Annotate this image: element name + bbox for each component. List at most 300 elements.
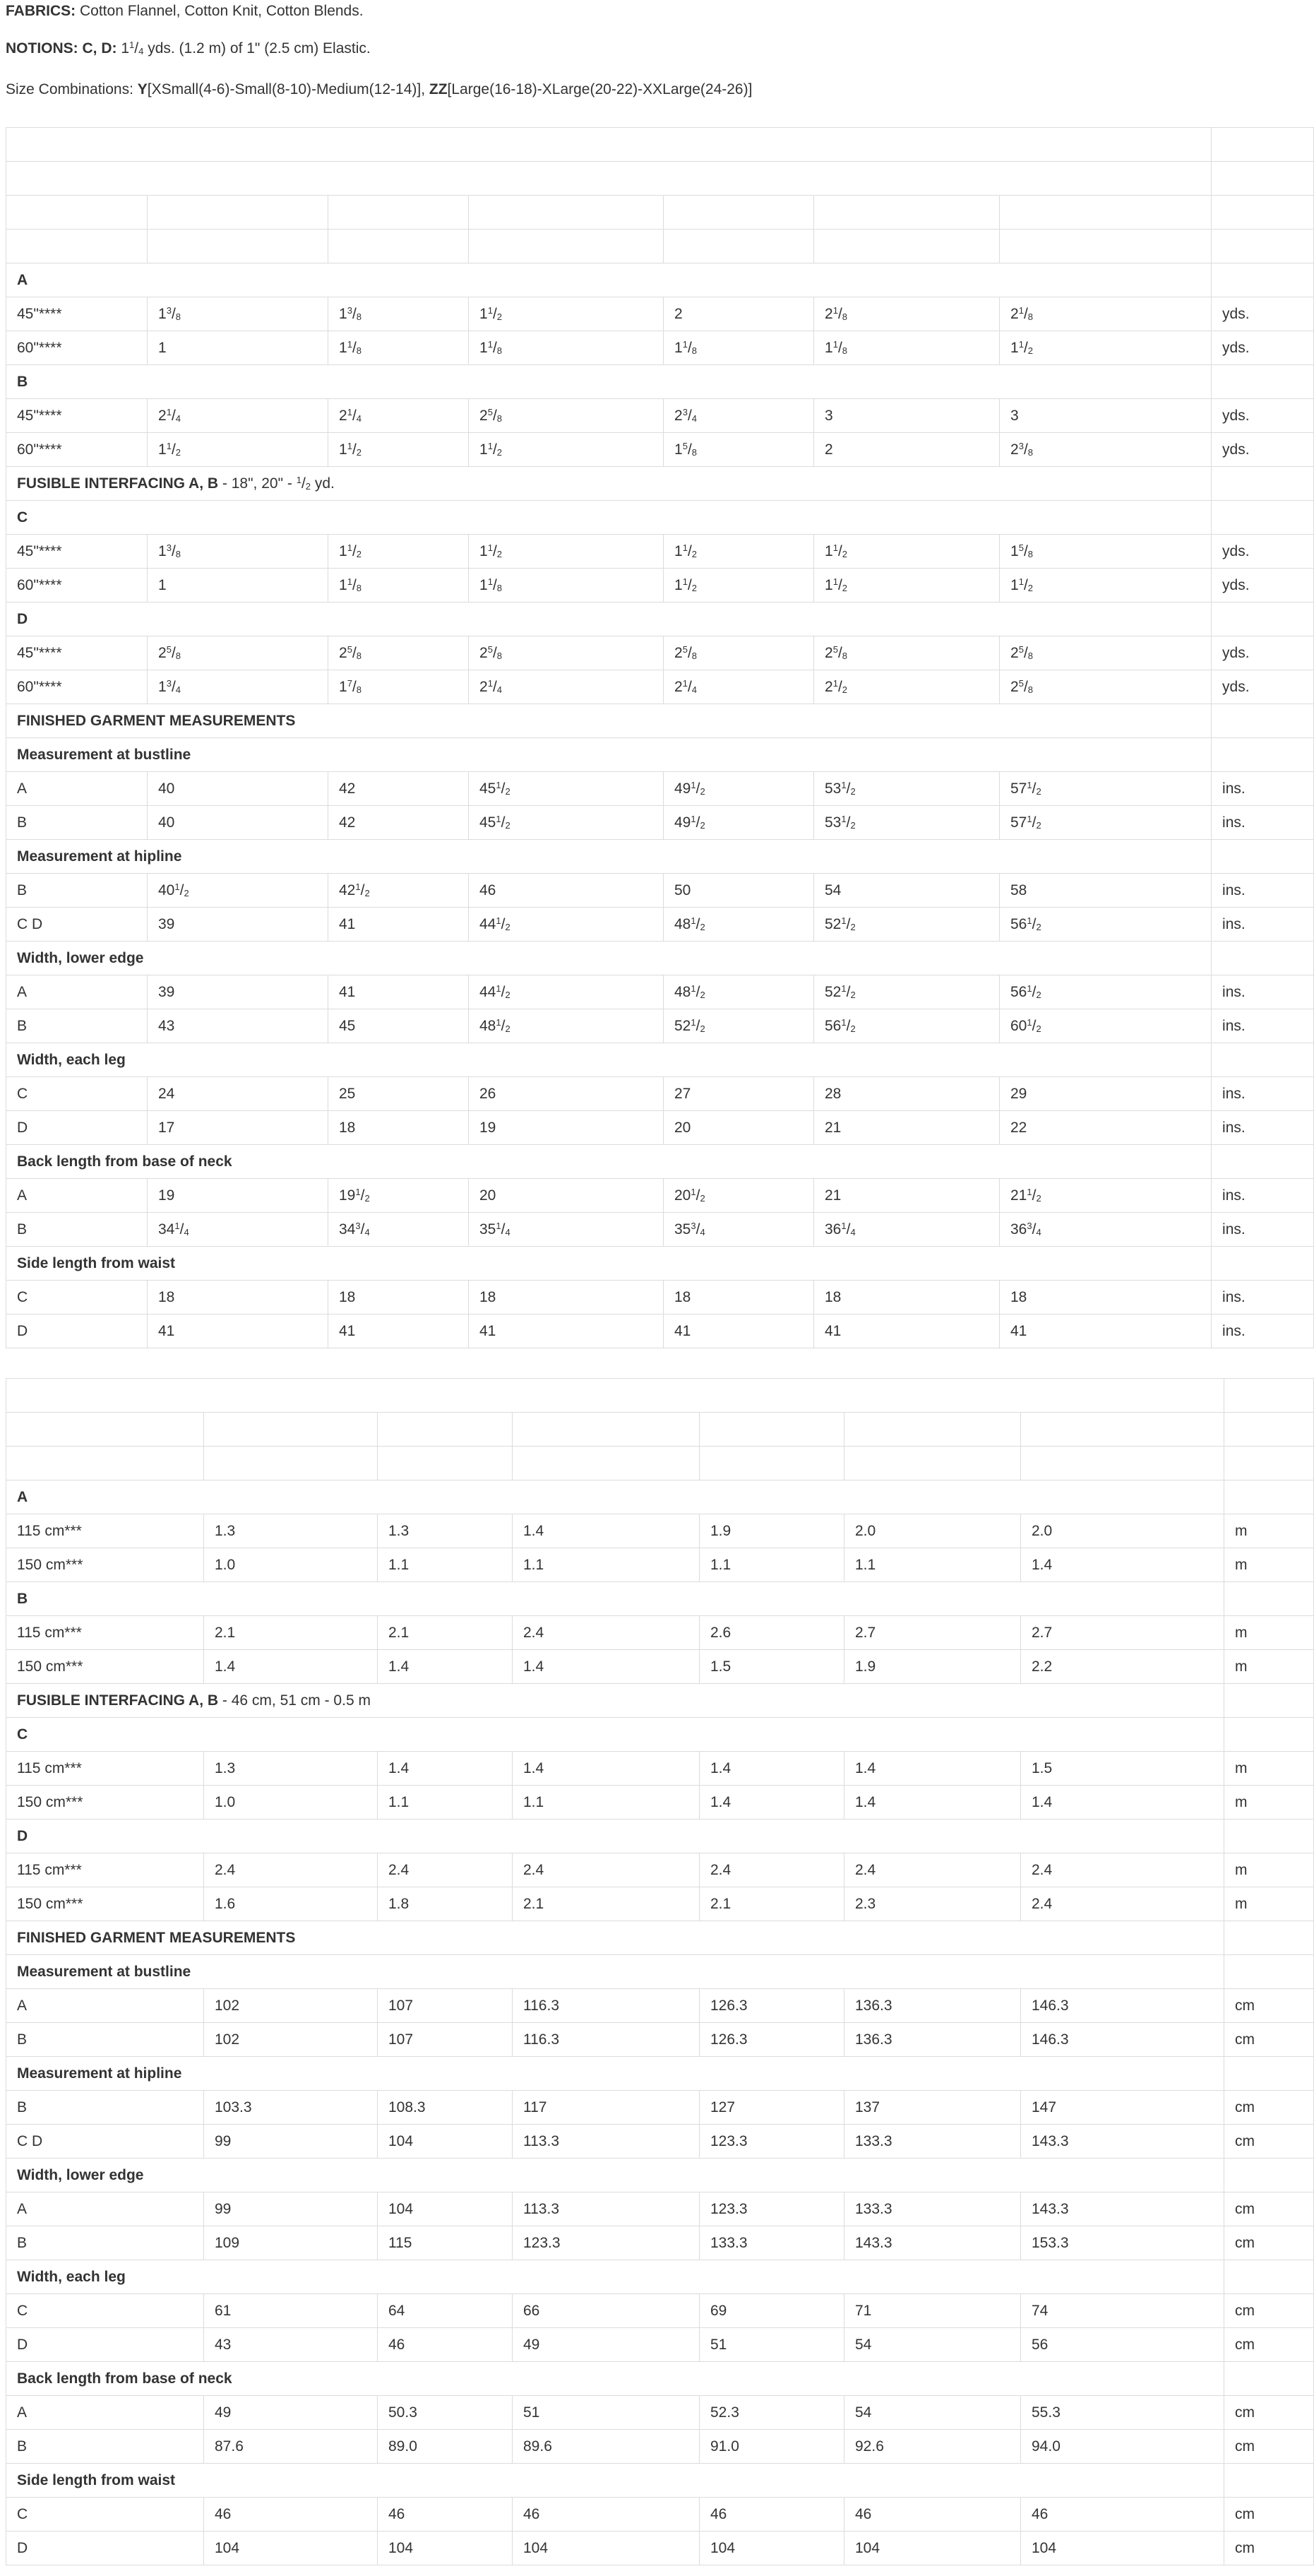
section-heading: Measurement at bustline: [6, 738, 1212, 772]
data-row: [6, 1786, 1314, 1820]
unit-cell: cm: [1224, 2192, 1314, 2226]
value-cell: 87.6: [204, 2430, 378, 2464]
value-cell: 1.1: [700, 1548, 844, 1582]
value-cell: 18: [664, 1281, 814, 1314]
row-label: 115 cm***: [6, 1853, 204, 1887]
row-label: B: [6, 2226, 204, 2260]
value-cell: 89.0: [378, 2430, 513, 2464]
size-range-cell: [1021, 1447, 1224, 1480]
data-row: [6, 1548, 1314, 1582]
unit-cell: ins.: [1212, 1179, 1314, 1213]
value-cell: 1.4: [204, 1650, 378, 1684]
value-cell: 2.2: [1021, 1650, 1224, 1684]
unit-cell: m: [1224, 1650, 1314, 1684]
value-cell: $40^1/_2$: [148, 874, 328, 908]
size-range-cell: [148, 230, 328, 263]
value-cell: 113.3: [513, 2192, 700, 2226]
empty-cell: [1212, 1043, 1314, 1077]
section-heading-row: [6, 942, 1314, 975]
data-row: [6, 2430, 1314, 2464]
section-heading: Side length from waist: [6, 1247, 1212, 1281]
value-cell: $20^1/_2$: [664, 1179, 814, 1213]
row-label: C D: [6, 2125, 204, 2159]
value-cell: $1^1/_8$: [814, 331, 1000, 365]
value-cell: 103.3: [204, 2091, 378, 2125]
value-cell: $1^1/_8$: [664, 331, 814, 365]
value-cell: 46: [204, 2498, 378, 2532]
value-cell: $48^1/_2$: [664, 975, 814, 1009]
value-cell: 20: [469, 1179, 664, 1213]
value-cell: 1.1: [513, 1786, 700, 1820]
value-cell: 54: [844, 2396, 1021, 2430]
size-name-cell: [700, 1413, 844, 1447]
unit-cell: cm: [1224, 2532, 1314, 2565]
value-cell: 1.9: [844, 1650, 1021, 1684]
value-cell: 71: [844, 2294, 1021, 2328]
value-cell: 29: [1000, 1077, 1212, 1111]
value-cell: $1^3/_8$: [148, 535, 328, 569]
empty-cell: [1224, 1480, 1314, 1514]
row-label: 60"****: [6, 331, 148, 365]
notions-numerator: 1: [129, 39, 135, 50]
unit-cell: cm: [1224, 2023, 1314, 2057]
row-label: A: [6, 1179, 148, 1213]
value-cell: 17: [148, 1111, 328, 1145]
data-row: [6, 1616, 1314, 1650]
fusible-label: FUSIBLE INTERFACING A, B: [17, 1692, 219, 1709]
value-cell: $57^1/_2$: [1000, 806, 1212, 840]
section-heading: Width, each leg: [6, 1043, 1212, 1077]
empty-cell: [1212, 1145, 1314, 1179]
value-cell: $2^1/_4$: [664, 670, 814, 704]
value-cell: 41: [328, 908, 469, 942]
value-cell: 1.3: [204, 1752, 378, 1786]
value-cell: 123.3: [513, 2226, 700, 2260]
value-cell: 143.3: [844, 2226, 1021, 2260]
value-cell: 1.5: [1021, 1752, 1224, 1786]
value-cell: 116.3: [513, 1989, 700, 2023]
value-cell: 136.3: [844, 2023, 1021, 2057]
value-cell: 49: [513, 2328, 700, 2362]
fusible-text: - 46 cm, 51 cm - 0.5 m: [218, 1692, 371, 1709]
value-cell: 2.4: [513, 1853, 700, 1887]
row-label: 150 cm***: [6, 1548, 204, 1582]
table-caption-row: [6, 162, 1314, 196]
unit-cell: ins.: [1212, 874, 1314, 908]
value-cell: 2.4: [700, 1853, 844, 1887]
value-cell: 116.3: [513, 2023, 700, 2057]
section-heading: FINISHED GARMENT MEASUREMENTS: [6, 1921, 1224, 1955]
row-label: 60"****: [6, 569, 148, 603]
unit-cell: m: [1224, 1548, 1314, 1582]
value-cell: 22: [1000, 1111, 1212, 1145]
notions-label: NOTIONS: C, D:: [6, 40, 117, 57]
value-cell: 108.3: [378, 2091, 513, 2125]
value-cell: 1.4: [513, 1752, 700, 1786]
table-caption-row: [6, 1379, 1314, 1413]
unit-cell: ins.: [1212, 1281, 1314, 1314]
value-cell: $42^1/_2$: [328, 874, 469, 908]
empty-cell: [1212, 128, 1314, 162]
size-name-cell: [204, 1413, 378, 1447]
value-cell: $45^1/_2$: [469, 806, 664, 840]
size-names-row: [6, 196, 1314, 230]
row-label: 60"****: [6, 670, 148, 704]
value-cell: $1^1/_2$: [469, 535, 664, 569]
value-cell: 54: [814, 874, 1000, 908]
value-cell: $1^1/_2$: [664, 569, 814, 603]
value-cell: 41: [1000, 1314, 1212, 1348]
value-cell: $2^5/_8$: [814, 636, 1000, 670]
value-cell: 56: [1021, 2328, 1224, 2362]
section-heading: A: [6, 1480, 1224, 1514]
value-cell: 113.3: [513, 2125, 700, 2159]
row-label: 60"****: [6, 433, 148, 467]
table-caption: [6, 162, 1212, 196]
value-cell: 102: [204, 2023, 378, 2057]
section-heading-row: [6, 1582, 1314, 1616]
section-heading-row: [6, 2057, 1314, 2091]
fusible-text: - 18", 20" - $^1/_2$ yd.: [218, 474, 335, 492]
value-cell: 43: [204, 2328, 378, 2362]
size-ranges-row: [6, 1447, 1314, 1480]
value-cell: $48^1/_2$: [469, 1009, 664, 1043]
section-heading-row: [6, 501, 1314, 535]
value-cell: 146.3: [1021, 1989, 1224, 2023]
notions-text: yds. (1.2 m) of 1" (2.5 cm) Elastic.: [143, 40, 371, 57]
section-heading: Side length from waist: [6, 2464, 1224, 2498]
empty-cell: [1224, 1684, 1314, 1718]
size-name-cell: [1021, 1413, 1224, 1447]
row-label: B: [6, 874, 148, 908]
data-row: [6, 1179, 1314, 1213]
value-cell: 51: [700, 2328, 844, 2362]
data-row: [6, 2091, 1314, 2125]
value-cell: 46: [1021, 2498, 1224, 2532]
value-cell: 28: [814, 1077, 1000, 1111]
value-cell: 104: [204, 2532, 378, 2565]
empty-cell: [1212, 162, 1314, 196]
size-range-cell: [328, 230, 469, 263]
value-cell: 1: [148, 569, 328, 603]
data-row: [6, 636, 1314, 670]
value-cell: 102: [204, 1989, 378, 2023]
section-heading-row: [6, 365, 1314, 399]
value-cell: 1.1: [378, 1786, 513, 1820]
value-cell: 18: [1000, 1281, 1212, 1314]
unit-cell: yds.: [1212, 535, 1314, 569]
size-combinations-line: [6, 80, 1308, 100]
empty-cell: [1224, 1921, 1314, 1955]
section-heading-row: [6, 603, 1314, 636]
empty-cell: [1212, 840, 1314, 874]
unit-cell: cm: [1224, 2498, 1314, 2532]
data-row: [6, 1077, 1314, 1111]
empty-cell: [6, 230, 148, 263]
value-cell: 2.7: [1021, 1616, 1224, 1650]
data-row: [6, 569, 1314, 603]
value-cell: 18: [469, 1281, 664, 1314]
value-cell: $36^1/_4$: [814, 1213, 1000, 1247]
value-cell: 1.4: [700, 1752, 844, 1786]
value-cell: $2^5/_8$: [469, 636, 664, 670]
value-cell: 55.3: [1021, 2396, 1224, 2430]
size-range-cell: [844, 1447, 1021, 1480]
value-cell: $48^1/_2$: [664, 908, 814, 942]
data-row: [6, 975, 1314, 1009]
empty-cell: [1224, 1582, 1314, 1616]
row-label: B: [6, 2091, 204, 2125]
data-row: [6, 1314, 1314, 1348]
section-heading-row: [6, 263, 1314, 297]
section-heading: Back length from base of neck: [6, 1145, 1212, 1179]
value-cell: 133.3: [844, 2192, 1021, 2226]
value-cell: 46: [513, 2498, 700, 2532]
value-cell: 2.4: [844, 1853, 1021, 1887]
value-cell: $44^1/_2$: [469, 908, 664, 942]
unit-cell: m: [1224, 1616, 1314, 1650]
empty-cell: [1224, 2260, 1314, 2294]
value-cell: 58: [1000, 874, 1212, 908]
section-heading: Measurement at hipline: [6, 2057, 1224, 2091]
value-cell: 1.9: [700, 1514, 844, 1548]
row-label: 115 cm***: [6, 1616, 204, 1650]
value-cell: 18: [328, 1111, 469, 1145]
row-label: 45"****: [6, 636, 148, 670]
value-cell: $34^1/_4$: [148, 1213, 328, 1247]
unit-cell: yds.: [1212, 433, 1314, 467]
value-cell: 1.1: [513, 1548, 700, 1582]
row-label: C: [6, 1281, 148, 1314]
data-row: [6, 433, 1314, 467]
unit-cell: ins.: [1212, 772, 1314, 806]
unit-cell: cm: [1224, 2328, 1314, 2362]
value-cell: 133.3: [844, 2125, 1021, 2159]
section-heading-row: [6, 1043, 1314, 1077]
value-cell: $57^1/_2$: [1000, 772, 1212, 806]
value-cell: 39: [148, 908, 328, 942]
unit-cell: ins.: [1212, 1213, 1314, 1247]
data-row: [6, 874, 1314, 908]
data-row: [6, 1213, 1314, 1247]
nap-note-row: [6, 128, 1314, 162]
unit-cell: yds.: [1212, 670, 1314, 704]
row-label: A: [6, 1989, 204, 2023]
value-cell: $1^3/_4$: [148, 670, 328, 704]
value-cell: 1.6: [204, 1887, 378, 1921]
data-row: [6, 1111, 1314, 1145]
row-label: B: [6, 806, 148, 840]
size-range-cell: [513, 1447, 700, 1480]
value-cell: $52^1/_2$: [664, 1009, 814, 1043]
data-row: [6, 297, 1314, 331]
value-cell: $1^1/_8$: [469, 569, 664, 603]
value-cell: 2.4: [513, 1616, 700, 1650]
value-cell: $44^1/_2$: [469, 975, 664, 1009]
value-cell: 41: [469, 1314, 664, 1348]
fusible-interfacing: [6, 467, 1212, 501]
notions-whole: 1: [117, 40, 130, 57]
size-combinations-prefix: Size Combinations:: [6, 81, 138, 97]
value-cell: 1.0: [204, 1786, 378, 1820]
unit-cell: m: [1224, 1887, 1314, 1921]
empty-cell: [1212, 263, 1314, 297]
empty-cell: [1212, 704, 1314, 738]
row-label: C: [6, 2294, 204, 2328]
value-cell: 46: [700, 2498, 844, 2532]
row-label: A: [6, 772, 148, 806]
value-cell: 1.4: [513, 1650, 700, 1684]
value-cell: $2^5/_8$: [328, 636, 469, 670]
row-label: 45"****: [6, 535, 148, 569]
value-cell: 45: [328, 1009, 469, 1043]
value-cell: 143.3: [1021, 2125, 1224, 2159]
value-cell: 49: [204, 2396, 378, 2430]
value-cell: 99: [204, 2192, 378, 2226]
data-row: [6, 1887, 1314, 1921]
size-range-cell: [664, 230, 814, 263]
value-cell: 1.1: [378, 1548, 513, 1582]
data-row: [6, 806, 1314, 840]
value-cell: 104: [378, 2532, 513, 2565]
value-cell: 104: [700, 2532, 844, 2565]
unit-cell: m: [1224, 1514, 1314, 1548]
unit-cell: ins.: [1212, 975, 1314, 1009]
section-heading: C: [6, 1718, 1224, 1752]
size-name-cell: [1000, 196, 1212, 230]
size-range-cell: [700, 1447, 844, 1480]
value-cell: 39: [148, 975, 328, 1009]
value-cell: $49^1/_2$: [664, 772, 814, 806]
value-cell: 46: [469, 874, 664, 908]
value-cell: 1.4: [844, 1752, 1021, 1786]
size-range-cell: [814, 230, 1000, 263]
value-cell: $1^3/_8$: [148, 297, 328, 331]
value-cell: 2: [814, 433, 1000, 467]
yardage-table-inches: [6, 127, 1314, 1348]
value-cell: 46: [844, 2498, 1021, 2532]
row-label: 45"****: [6, 297, 148, 331]
value-cell: 1.4: [1021, 1548, 1224, 1582]
value-cell: 143.3: [1021, 2192, 1224, 2226]
data-row: [6, 2498, 1314, 2532]
size-name-cell: [328, 196, 469, 230]
fusible-label: FUSIBLE INTERFACING A, B: [17, 475, 219, 492]
value-cell: 2.4: [204, 1853, 378, 1887]
value-cell: 92.6: [844, 2430, 1021, 2464]
section-heading: Width, each leg: [6, 2260, 1224, 2294]
section-heading-row: [6, 1820, 1314, 1853]
value-cell: $56^1/_2$: [1000, 975, 1212, 1009]
notions-line: NOTIONS: C, D: $1^1/_4$ yds. (1.2 m) of 1" (2.5 cm) Elastic.: [6, 39, 371, 57]
data-row: [6, 2328, 1314, 2362]
value-cell: 21: [814, 1179, 1000, 1213]
value-cell: 104: [378, 2192, 513, 2226]
value-cell: $1^1/_2$: [469, 297, 664, 331]
unit-cell: cm: [1224, 2091, 1314, 2125]
value-cell: $56^1/_2$: [814, 1009, 1000, 1043]
row-label: D: [6, 2328, 204, 2362]
section-heading: B: [6, 1582, 1224, 1616]
size-name-cell: [513, 1413, 700, 1447]
value-cell: 50: [664, 874, 814, 908]
value-cell: 41: [148, 1314, 328, 1348]
value-cell: 104: [1021, 2532, 1224, 2565]
value-cell: 126.3: [700, 1989, 844, 2023]
value-cell: 2.0: [1021, 1514, 1224, 1548]
empty-cell: [1224, 1718, 1314, 1752]
value-cell: 66: [513, 2294, 700, 2328]
empty-cell: [1212, 942, 1314, 975]
unit-cell: m: [1224, 1853, 1314, 1887]
nap-note: [6, 128, 1212, 162]
value-cell: 1.5: [700, 1650, 844, 1684]
section-heading-row: [6, 1955, 1314, 1989]
value-cell: $1^1/_2$: [469, 433, 664, 467]
size-name-cell: [814, 196, 1000, 230]
unit-cell: cm: [1224, 2226, 1314, 2260]
empty-cell: [1224, 2057, 1314, 2091]
value-cell: 46: [378, 2328, 513, 2362]
row-label: 115 cm***: [6, 1752, 204, 1786]
value-cell: $2^5/_8$: [664, 636, 814, 670]
value-cell: 133.3: [700, 2226, 844, 2260]
value-cell: 3: [1000, 399, 1212, 433]
value-cell: $1^3/_8$: [328, 297, 469, 331]
value-cell: 1.4: [378, 1752, 513, 1786]
size-name-cell: [664, 196, 814, 230]
section-heading-row: [6, 840, 1314, 874]
value-cell: 25: [328, 1077, 469, 1111]
empty-cell: [1224, 1820, 1314, 1853]
empty-cell: [1212, 603, 1314, 636]
value-cell: 42: [328, 806, 469, 840]
value-cell: $34^3/_4$: [328, 1213, 469, 1247]
empty-cell: [1224, 1379, 1314, 1413]
value-cell: 1.0: [204, 1548, 378, 1582]
row-label: B: [6, 2430, 204, 2464]
value-cell: $35^1/_4$: [469, 1213, 664, 1247]
value-cell: 1.3: [378, 1514, 513, 1548]
value-cell: 3: [814, 399, 1000, 433]
value-cell: $53^1/_2$: [814, 772, 1000, 806]
value-cell: 147: [1021, 2091, 1224, 2125]
empty-cell: [1212, 196, 1314, 230]
data-row: [6, 670, 1314, 704]
value-cell: 26: [469, 1077, 664, 1111]
size-name-cell: [148, 196, 328, 230]
row-label: A: [6, 975, 148, 1009]
data-row: [6, 1009, 1314, 1043]
empty-cell: [1224, 1413, 1314, 1447]
value-cell: $2^5/_8$: [148, 636, 328, 670]
size-range-cell: [378, 1447, 513, 1480]
value-cell: 50.3: [378, 2396, 513, 2430]
row-label: 115 cm***: [6, 1514, 204, 1548]
empty-cell: [1212, 501, 1314, 535]
value-cell: $1^1/_8$: [328, 331, 469, 365]
empty-cell: [1212, 1247, 1314, 1281]
yardage-table-centimeters: [6, 1378, 1314, 2565]
data-row: [6, 2396, 1314, 2430]
section-heading-row: [6, 1480, 1314, 1514]
empty-cell: [1212, 467, 1314, 501]
value-cell: $2^5/_8$: [1000, 636, 1212, 670]
fusible-interfacing: [6, 1684, 1224, 1718]
value-cell: 40: [148, 772, 328, 806]
value-cell: 41: [814, 1314, 1000, 1348]
size-name-cell: [469, 196, 664, 230]
